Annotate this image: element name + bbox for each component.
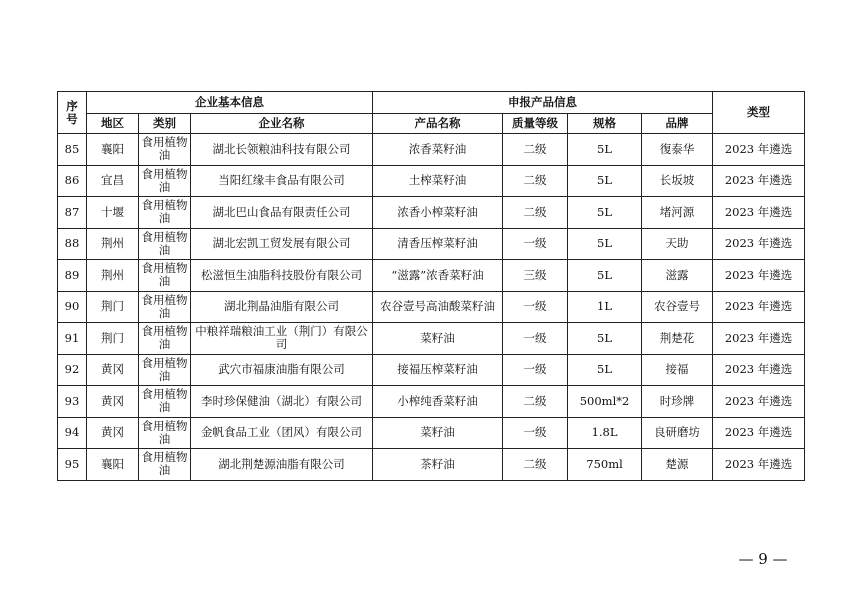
cell-company: 湖北宏凯工贸发展有限公司 (191, 228, 373, 260)
cell-company: 湖北巴山食品有限责任公司 (191, 197, 373, 229)
header-product: 产品名称 (373, 114, 503, 134)
cell-type: 2023 年遴选 (713, 165, 805, 197)
cell-region: 荆州 (87, 260, 139, 292)
cell-category: 食用植物油 (139, 449, 191, 481)
cell-brand: 楚源 (642, 449, 713, 481)
header-row-top (58, 92, 805, 114)
cell-type: 2023 年遴选 (713, 260, 805, 292)
cell-region: 荆门 (87, 323, 139, 355)
cell-spec: 5L (568, 165, 642, 197)
header-brand: 品牌 (642, 114, 713, 134)
cell-spec: 5L (568, 197, 642, 229)
cell-no: 89 (58, 260, 87, 292)
cell-product: 清香压榨菜籽油 (373, 228, 503, 260)
cell-spec: 1.8L (568, 417, 642, 449)
cell-company: 湖北长领粮油科技有限公司 (191, 134, 373, 166)
cell-category: 食用植物油 (139, 197, 191, 229)
header-grade: 质量等级 (503, 114, 568, 134)
header-product-group: 申报产品信息 (373, 92, 713, 114)
cell-type: 2023 年遴选 (713, 134, 805, 166)
cell-spec: 5L (568, 354, 642, 386)
product-table (57, 91, 805, 481)
cell-product: “滋露”浓香菜籽油 (373, 260, 503, 292)
cell-product: 农谷壹号高油酸菜籽油 (373, 291, 503, 323)
cell-product: 小榨纯香菜籽油 (373, 386, 503, 418)
cell-brand: 滋露 (642, 260, 713, 292)
header-category: 类别 (139, 114, 191, 134)
table-row (58, 386, 805, 418)
cell-category: 食用植物油 (139, 260, 191, 292)
table-row (58, 291, 805, 323)
cell-product: 浓香小榨菜籽油 (373, 197, 503, 229)
cell-type: 2023 年遴选 (713, 386, 805, 418)
cell-product: 接福压榨菜籽油 (373, 354, 503, 386)
cell-category: 食用植物油 (139, 134, 191, 166)
cell-brand: 长坂坡 (642, 165, 713, 197)
cell-grade: 一级 (503, 354, 568, 386)
cell-spec: 1L (568, 291, 642, 323)
cell-grade: 一级 (503, 291, 568, 323)
cell-no: 86 (58, 165, 87, 197)
table-row (58, 417, 805, 449)
table-row (58, 228, 805, 260)
cell-region: 襄阳 (87, 134, 139, 166)
cell-grade: 一级 (503, 228, 568, 260)
cell-product: 菜籽油 (373, 323, 503, 355)
cell-no: 87 (58, 197, 87, 229)
table-row (58, 165, 805, 197)
cell-spec: 750ml (568, 449, 642, 481)
header-spec: 规格 (568, 114, 642, 134)
header-seq: 序号 (58, 92, 87, 134)
cell-category: 食用植物油 (139, 165, 191, 197)
header-region: 地区 (87, 114, 139, 134)
cell-brand: 农谷壹号 (642, 291, 713, 323)
cell-product: 茶籽油 (373, 449, 503, 481)
cell-company: 松滋恒生油脂科技股份有限公司 (191, 260, 373, 292)
cell-type: 2023 年遴选 (713, 197, 805, 229)
table-row (58, 323, 805, 355)
cell-brand: 接福 (642, 354, 713, 386)
cell-region: 宜昌 (87, 165, 139, 197)
table-row (58, 197, 805, 229)
cell-no: 92 (58, 354, 87, 386)
cell-grade: 三级 (503, 260, 568, 292)
cell-no: 94 (58, 417, 87, 449)
cell-product: 菜籽油 (373, 417, 503, 449)
page-number: — 9 — (738, 550, 788, 568)
cell-grade: 二级 (503, 449, 568, 481)
header-row-sub (58, 114, 805, 134)
table-row (58, 449, 805, 481)
cell-spec: 5L (568, 260, 642, 292)
cell-grade: 二级 (503, 134, 568, 166)
cell-company: 湖北荆楚源油脂有限公司 (191, 449, 373, 481)
table-body (58, 134, 805, 481)
cell-region: 黄冈 (87, 354, 139, 386)
cell-product: 浓香菜籽油 (373, 134, 503, 166)
cell-category: 食用植物油 (139, 323, 191, 355)
cell-type: 2023 年遴选 (713, 417, 805, 449)
cell-region: 十堰 (87, 197, 139, 229)
cell-type: 2023 年遴选 (713, 291, 805, 323)
cell-type: 2023 年遴选 (713, 228, 805, 260)
cell-type: 2023 年遴选 (713, 449, 805, 481)
cell-brand: 天助 (642, 228, 713, 260)
cell-spec: 5L (568, 134, 642, 166)
cell-region: 黄冈 (87, 386, 139, 418)
table-row (58, 134, 805, 166)
cell-company: 李时珍保健油（湖北）有限公司 (191, 386, 373, 418)
cell-region: 黄冈 (87, 417, 139, 449)
cell-spec: 5L (568, 228, 642, 260)
cell-category: 食用植物油 (139, 354, 191, 386)
cell-grade: 一级 (503, 417, 568, 449)
cell-category: 食用植物油 (139, 386, 191, 418)
cell-no: 88 (58, 228, 87, 260)
header-company-group: 企业基本信息 (87, 92, 373, 114)
cell-region: 荆门 (87, 291, 139, 323)
cell-no: 90 (58, 291, 87, 323)
cell-company: 中粮祥瑞粮油工业（荆门）有限公司 (191, 323, 373, 355)
cell-type: 2023 年遴选 (713, 323, 805, 355)
cell-company: 武穴市福康油脂有限公司 (191, 354, 373, 386)
cell-company: 当阳红缘丰食品有限公司 (191, 165, 373, 197)
cell-brand: 堵河源 (642, 197, 713, 229)
cell-no: 93 (58, 386, 87, 418)
cell-no: 85 (58, 134, 87, 166)
cell-grade: 二级 (503, 386, 568, 418)
table-row (58, 354, 805, 386)
cell-brand: 时珍牌 (642, 386, 713, 418)
cell-no: 95 (58, 449, 87, 481)
cell-grade: 一级 (503, 323, 568, 355)
cell-brand: 良研磨坊 (642, 417, 713, 449)
cell-product: 土榨菜籽油 (373, 165, 503, 197)
cell-spec: 5L (568, 323, 642, 355)
cell-grade: 二级 (503, 165, 568, 197)
table-row (58, 260, 805, 292)
cell-grade: 二级 (503, 197, 568, 229)
cell-type: 2023 年遴选 (713, 354, 805, 386)
cell-region: 荆州 (87, 228, 139, 260)
cell-category: 食用植物油 (139, 417, 191, 449)
cell-spec: 500ml*2 (568, 386, 642, 418)
cell-no: 91 (58, 323, 87, 355)
header-company: 企业名称 (191, 114, 373, 134)
cell-region: 襄阳 (87, 449, 139, 481)
cell-company: 金帆食品工业（团风）有限公司 (191, 417, 373, 449)
cell-brand: 復泰华 (642, 134, 713, 166)
cell-company: 湖北荆晶油脂有限公司 (191, 291, 373, 323)
header-type: 类型 (713, 92, 805, 134)
cell-category: 食用植物油 (139, 291, 191, 323)
cell-category: 食用植物油 (139, 228, 191, 260)
cell-brand: 荆楚花 (642, 323, 713, 355)
